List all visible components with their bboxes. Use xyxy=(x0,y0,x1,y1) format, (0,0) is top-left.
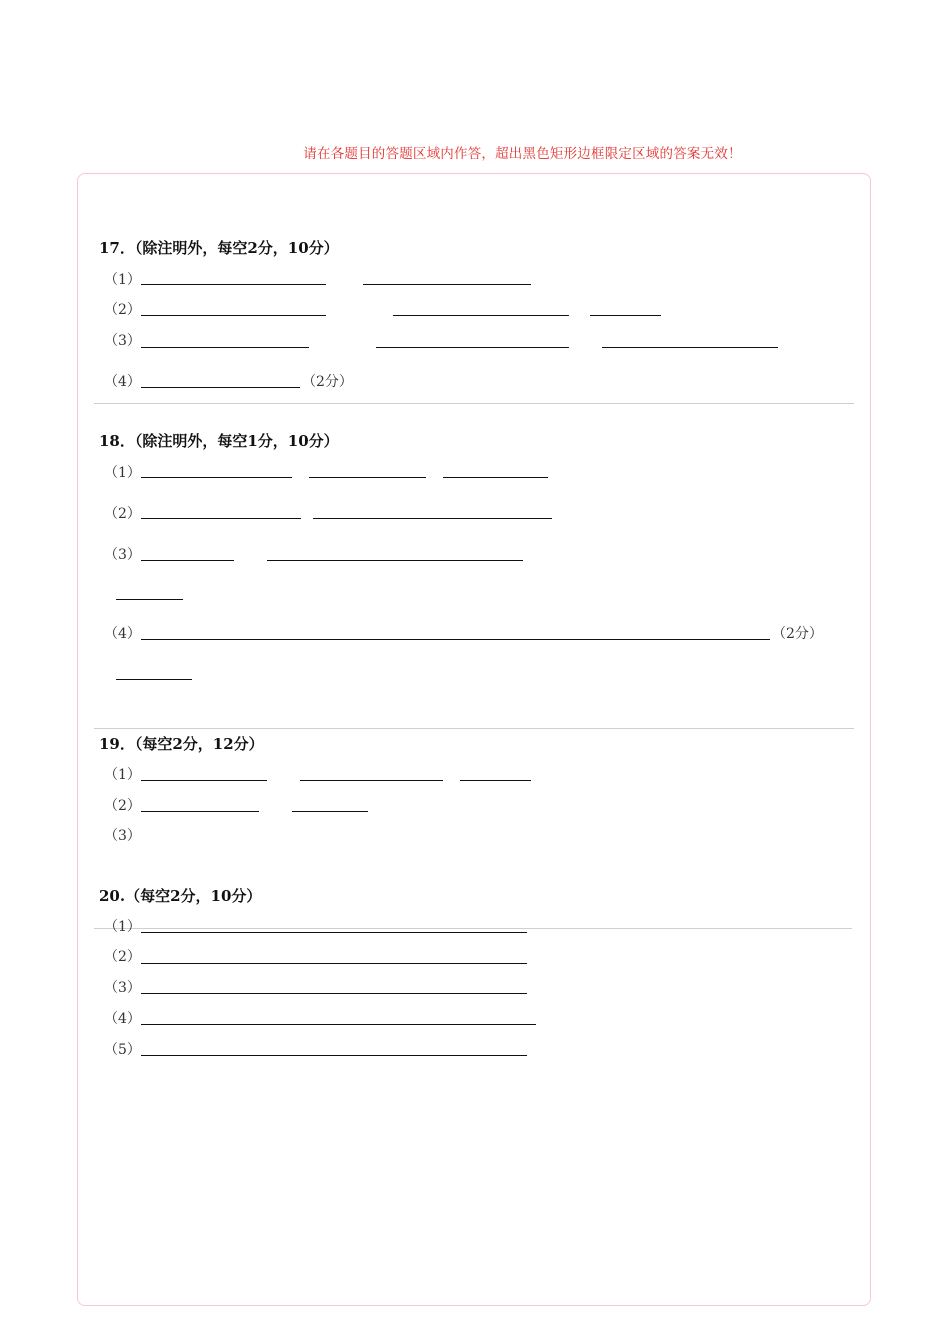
q20-label-5: （5） xyxy=(104,1042,141,1058)
q18-label-1: （1） xyxy=(104,465,141,481)
q19-1-blank-b[interactable] xyxy=(300,780,443,781)
q18-2-blank-b[interactable] xyxy=(313,518,552,519)
q18-3-blank-b[interactable] xyxy=(267,560,523,561)
answer-area-warning: 请在各题目的答题区域内作答，超出黑色矩形边框限定区域的答案无效！ xyxy=(303,146,742,162)
q18-4-blank-a[interactable] xyxy=(141,639,770,640)
q17-label-1: （1） xyxy=(104,272,141,288)
q17-4-blank[interactable] xyxy=(141,387,300,388)
q18-label-4: （4） xyxy=(104,626,141,642)
q20-3-blank[interactable] xyxy=(141,993,527,994)
q19-2-blank-a[interactable] xyxy=(141,811,259,812)
q17-2-blank-a[interactable] xyxy=(141,315,326,316)
q17-3-blank-a[interactable] xyxy=(141,347,309,348)
q18-label-3: （3） xyxy=(104,547,141,563)
q19-2-blank-b[interactable] xyxy=(292,811,368,812)
q20-label-2: （2） xyxy=(104,949,141,965)
question-19-title: 19．（每空2分，12分） xyxy=(99,735,264,753)
q18-3-blank-c[interactable] xyxy=(116,599,183,600)
q20-label-1: （1） xyxy=(104,919,141,935)
q20-label-4: （4） xyxy=(104,1011,141,1027)
q18-1-blank-c[interactable] xyxy=(443,477,548,478)
q17-label-2: （2） xyxy=(104,302,141,318)
q19-label-1: （1） xyxy=(104,767,141,783)
q17-label-4: （4） xyxy=(104,374,141,390)
q19-1-blank-c[interactable] xyxy=(460,780,531,781)
q17-3-blank-c[interactable] xyxy=(602,347,778,348)
q18-2-blank-a[interactable] xyxy=(141,518,301,519)
section-divider xyxy=(94,728,854,729)
q19-label-3: （3） xyxy=(104,828,141,844)
q19-1-blank-a[interactable] xyxy=(141,780,267,781)
q20-5-blank[interactable] xyxy=(141,1055,527,1056)
q18-4-blank-b[interactable] xyxy=(116,679,192,680)
question-20-title: 20.（每空2分，10分） xyxy=(99,887,262,905)
q18-1-blank-a[interactable] xyxy=(141,477,292,478)
q17-4-score-note: （2分） xyxy=(302,374,353,390)
q18-1-blank-b[interactable] xyxy=(309,477,426,478)
q20-4-blank[interactable] xyxy=(141,1024,536,1025)
q20-1-blank[interactable] xyxy=(141,932,527,933)
section-divider xyxy=(94,928,852,929)
q18-3-blank-a[interactable] xyxy=(141,560,234,561)
q20-label-3: （3） xyxy=(104,980,141,996)
section-divider xyxy=(94,403,854,404)
q17-1-blank-a[interactable] xyxy=(141,284,326,285)
q17-2-blank-c[interactable] xyxy=(590,315,661,316)
q17-1-blank-b[interactable] xyxy=(363,284,531,285)
question-17-title: 17．（除注明外，每空2分，10分） xyxy=(99,239,339,257)
q18-label-2: （2） xyxy=(104,506,141,522)
q17-2-blank-b[interactable] xyxy=(393,315,569,316)
q17-label-3: （3） xyxy=(104,333,141,349)
q19-label-2: （2） xyxy=(104,798,141,814)
q18-4-score-note: （2分） xyxy=(772,626,823,642)
q17-3-blank-b[interactable] xyxy=(376,347,569,348)
question-18-title: 18．（除注明外，每空1分，10分） xyxy=(99,432,339,450)
q20-2-blank[interactable] xyxy=(141,963,527,964)
